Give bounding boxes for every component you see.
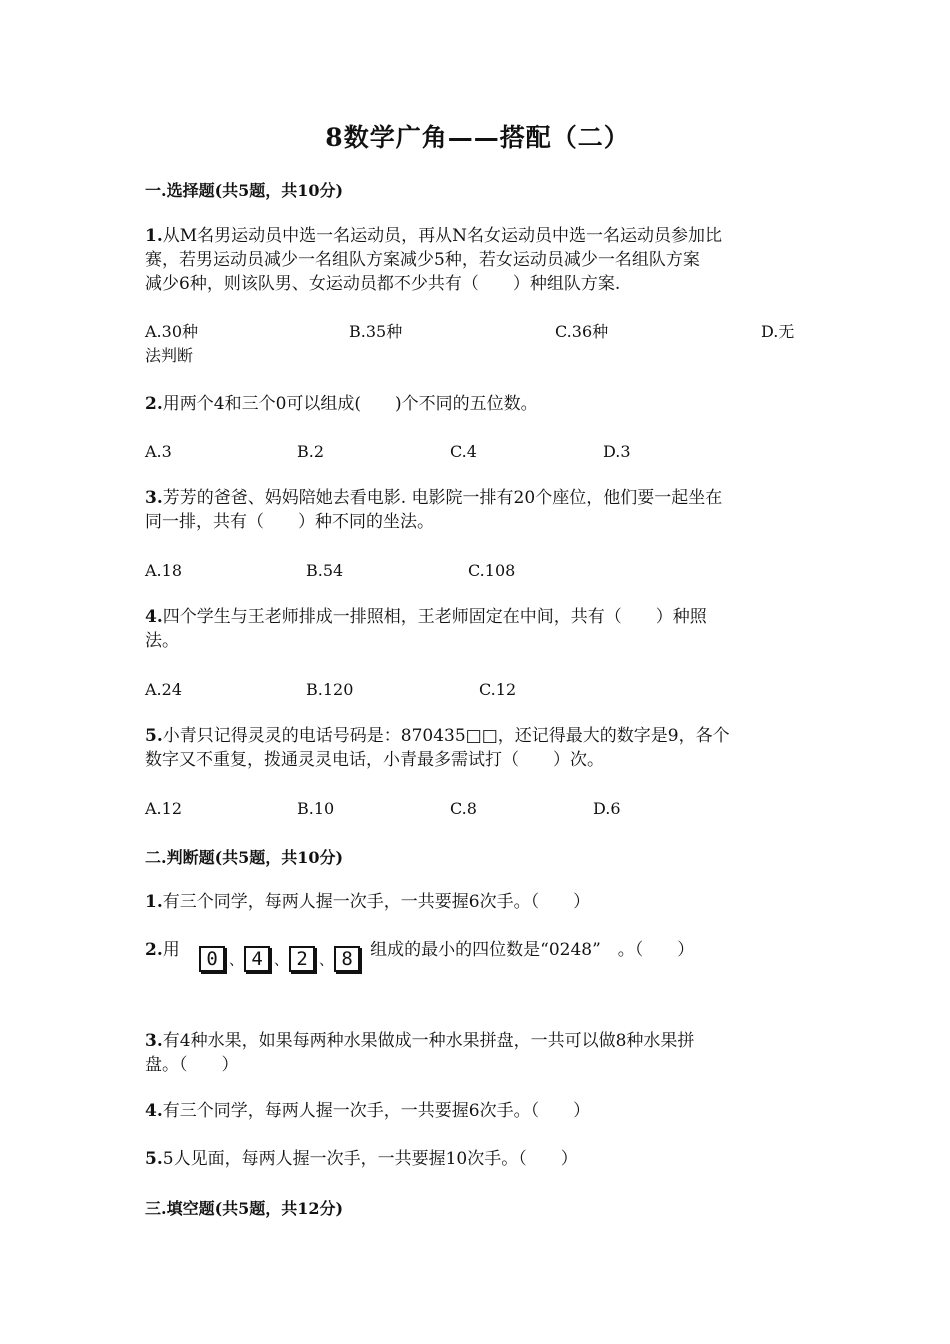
question-text-pre: 用 xyxy=(162,940,180,960)
question-text-line: 有4种水果，如果每两种水果做成一种水果拼盘，一共可以做8种水果拼 xyxy=(162,1031,695,1051)
section-heading-fill: 三.填空题(共5题，共12分) xyxy=(145,1199,344,1218)
question-text-line: 减少6种，则该队男、女运动员都不少共有（ ）种组队方案. xyxy=(145,274,621,294)
choice-options-5 xyxy=(145,797,810,821)
page-title: 8数学广角——搭配（二） xyxy=(325,123,630,152)
question-text-line: 数字又不重复，拨通灵灵电话，小青最多需试打（ ）次。 xyxy=(145,750,604,770)
judge-question-5 xyxy=(145,1147,810,1171)
option-c[interactable]: C.4 xyxy=(450,442,477,461)
option-b[interactable]: B.10 xyxy=(297,799,335,818)
option-c[interactable]: C.108 xyxy=(468,561,516,580)
choice-question-4 xyxy=(145,605,810,653)
judge-question-2 xyxy=(145,938,810,973)
question-text: 5人见面，每两人握一次手，一共要握10次手。（ ） xyxy=(162,1149,578,1169)
option-c[interactable]: C.8 xyxy=(450,799,477,818)
option-b[interactable]: B.120 xyxy=(306,680,354,699)
question-text: 有三个同学，每两人握一次手，一共要握6次手。（ ） xyxy=(162,892,591,912)
question-text-line: 从M名男运动员中选一名运动员，再从N名女运动员中选一名运动员参加比 xyxy=(162,226,723,246)
question-number: 2. xyxy=(145,940,163,960)
section-heading-judge: 二.判断题(共5题，共10分) xyxy=(145,848,344,867)
question-number: 4. xyxy=(145,607,163,627)
option-a[interactable]: A.30种 xyxy=(145,322,199,341)
question-text: 用两个4和三个0可以组成( )个不同的五位数。 xyxy=(162,394,538,414)
choice-options-3 xyxy=(145,559,810,583)
option-c[interactable]: C.12 xyxy=(479,680,517,699)
choice-question-1 xyxy=(145,224,810,296)
question-number: 2. xyxy=(145,394,163,414)
choice-options-1 xyxy=(145,320,810,368)
question-number: 1. xyxy=(145,892,163,912)
question-number: 3. xyxy=(145,488,163,508)
question-text-line: 芳芳的爸爸、妈妈陪她去看电影. 电影院一排有20个座位，他们要一起坐在 xyxy=(162,488,723,508)
separator: 、 xyxy=(274,953,289,969)
judge-question-3 xyxy=(145,1029,810,1077)
digit-card: 4 xyxy=(244,946,270,972)
question-text-line: 赛，若男运动员减少一名组队方案减少5种，若女运动员减少一名组队方案 xyxy=(145,250,700,270)
choice-question-5 xyxy=(145,724,810,772)
option-a[interactable]: A.18 xyxy=(145,561,182,580)
choice-question-3 xyxy=(145,486,810,534)
question-text-line: 小青只记得灵灵的电话号码是：870435□□，还记得最大的数字是9，各个 xyxy=(162,726,730,746)
option-a[interactable]: A.24 xyxy=(145,680,182,699)
choice-options-4 xyxy=(145,678,810,702)
digit-card: 2 xyxy=(289,946,315,972)
question-number: 5. xyxy=(145,726,163,746)
judge-question-4 xyxy=(145,1099,810,1123)
question-number: 3. xyxy=(145,1031,163,1051)
digit-card: 0 xyxy=(199,946,225,972)
question-text-line: 法。 xyxy=(145,631,179,651)
question-number: 4. xyxy=(145,1101,163,1121)
separator: 、 xyxy=(229,953,244,969)
option-d-wrap: 法判断 xyxy=(145,346,194,365)
question-text-line: 同一排，共有（ ）种不同的坐法。 xyxy=(145,512,434,532)
question-text: 有三个同学，每两人握一次手，一共要握6次手。（ ） xyxy=(162,1101,591,1121)
choice-options-2 xyxy=(145,440,810,464)
separator: 、 xyxy=(319,953,334,969)
question-text-line: 盘。（ ） xyxy=(145,1055,239,1075)
question-number: 1. xyxy=(145,226,163,246)
option-b[interactable]: B.35种 xyxy=(349,322,403,341)
option-b[interactable]: B.2 xyxy=(297,442,325,461)
digit-card: 8 xyxy=(334,946,360,972)
section-heading-choice: 一.选择题(共5题，共10分) xyxy=(145,181,344,200)
option-d[interactable]: D.3 xyxy=(603,442,631,461)
choice-question-2 xyxy=(145,392,810,416)
question-number: 5. xyxy=(145,1149,163,1169)
question-text-line: 四个学生与王老师排成一排照相，王老师固定在中间，共有（ ）种照 xyxy=(162,607,707,627)
option-a[interactable]: A.12 xyxy=(145,799,182,818)
option-d[interactable]: D.无 xyxy=(761,322,795,341)
judge-question-1 xyxy=(145,890,810,914)
option-a[interactable]: A.3 xyxy=(145,442,172,461)
option-b[interactable]: B.54 xyxy=(306,561,344,580)
question-text-post: 组成的最小的四位数是“0248” 。（ ） xyxy=(370,940,695,960)
option-d[interactable]: D.6 xyxy=(593,799,621,818)
option-c[interactable]: C.36种 xyxy=(555,322,609,341)
